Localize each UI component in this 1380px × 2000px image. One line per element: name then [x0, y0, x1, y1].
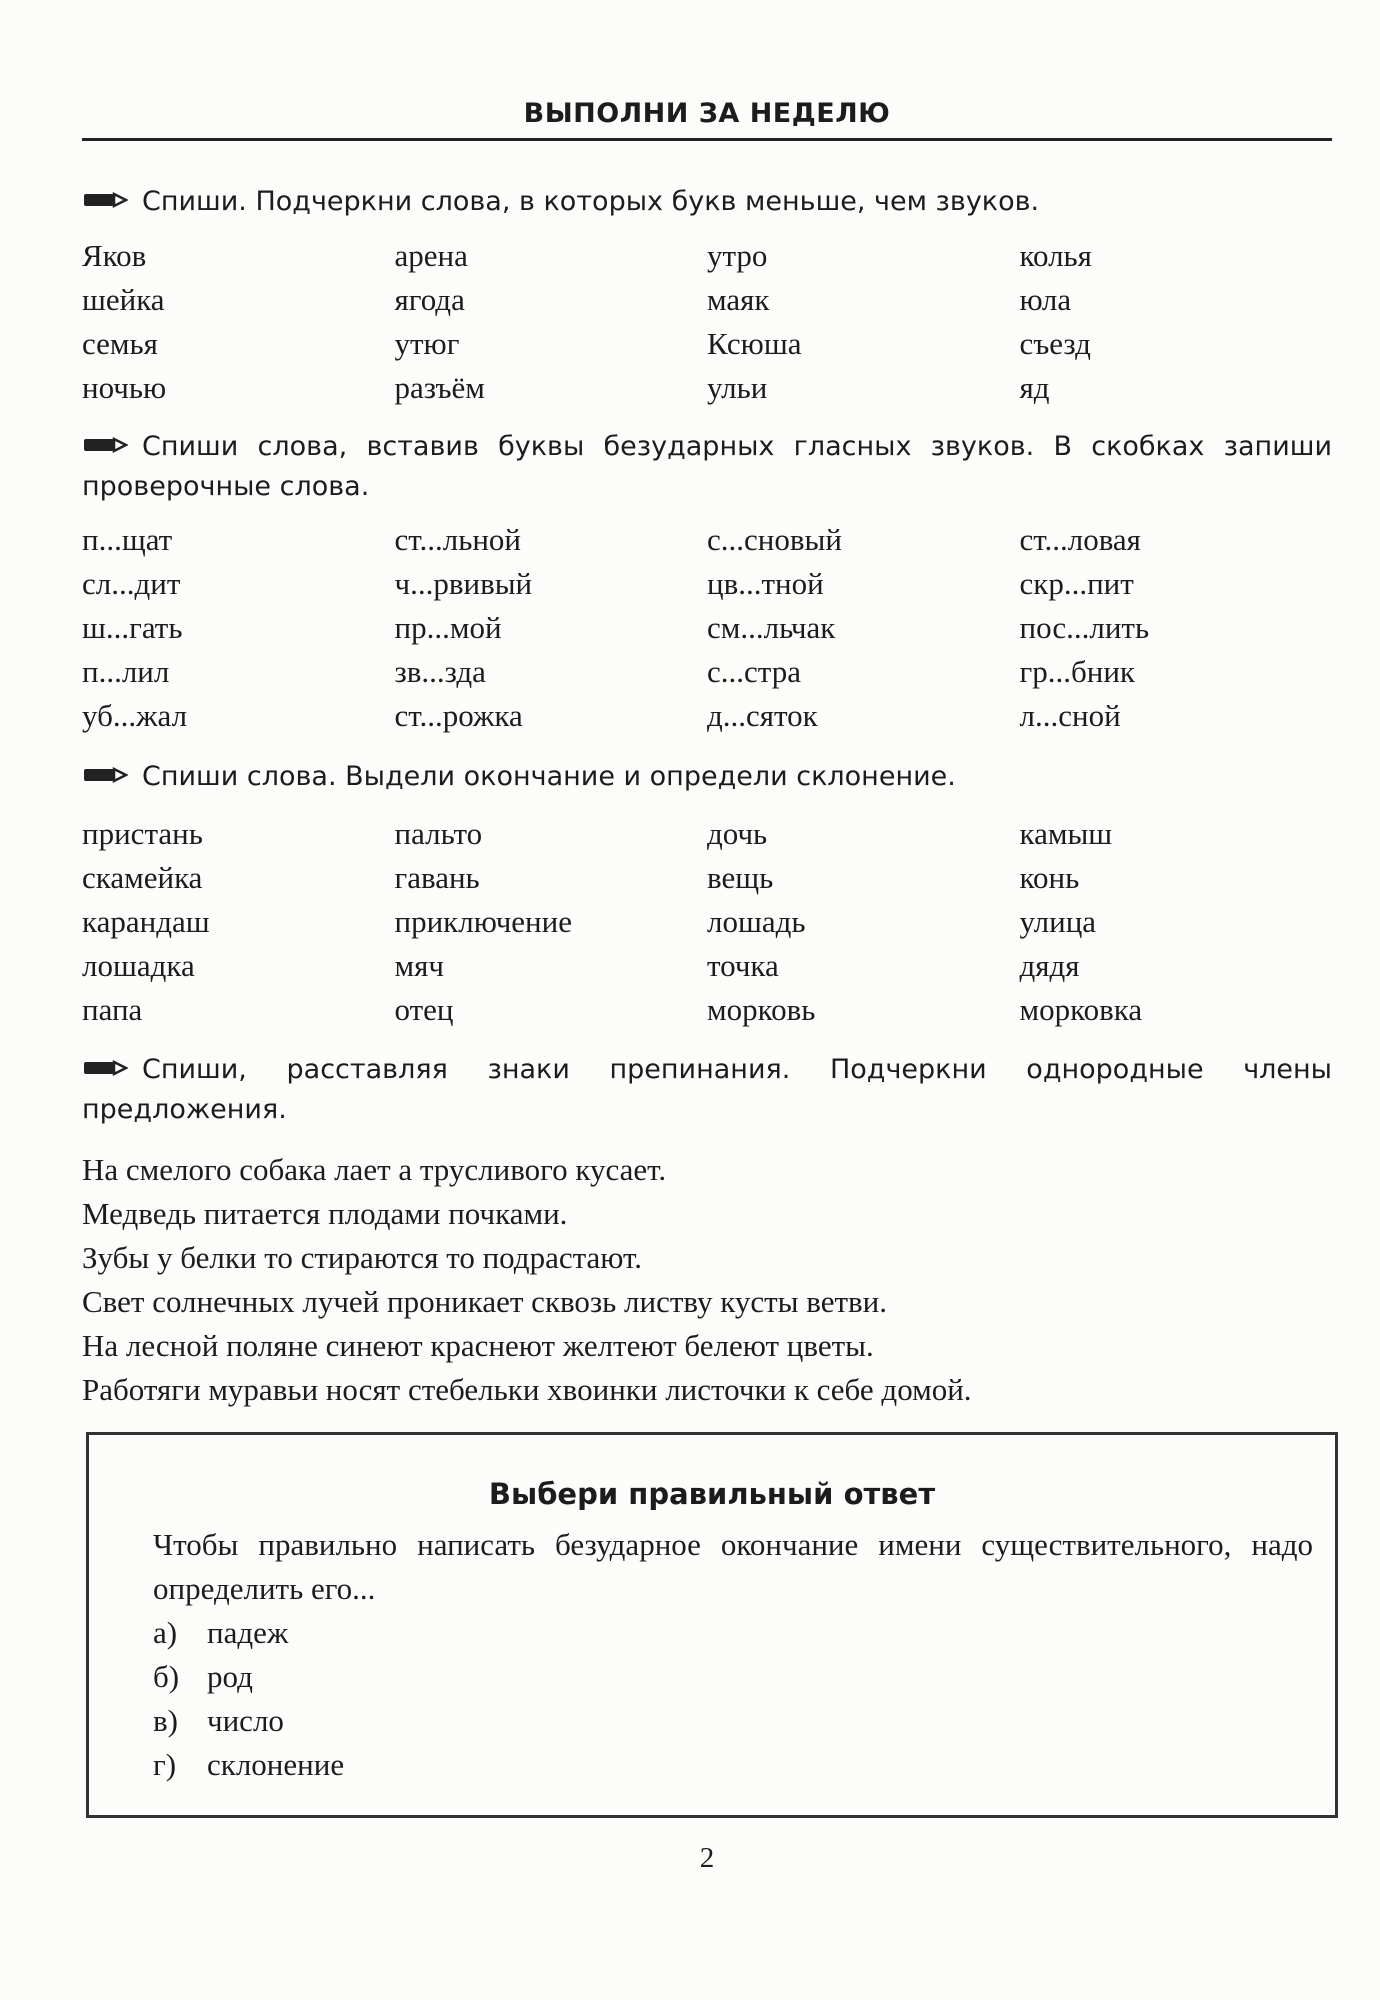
sentence: На смелого собака лает а трусливого кусает.: [82, 1152, 667, 1187]
word-cell: юла: [1019, 282, 1072, 317]
word-cell: улица: [1019, 904, 1097, 939]
quiz-options: [153, 1611, 344, 1787]
word-row: [82, 900, 1332, 944]
sentence: Свет солнечных лучей проникает сквозь листву кусты ветви.: [82, 1284, 888, 1319]
task-4-sentences: [82, 1148, 1332, 1412]
word-cell: дочь: [707, 816, 768, 851]
word-cell: семья: [82, 326, 158, 361]
pencil-icon: [82, 435, 128, 455]
word-cell: пристань: [82, 816, 203, 851]
word-row: [82, 856, 1332, 900]
header-divider: [82, 138, 1332, 141]
option-text: число: [207, 1703, 284, 1738]
option-letter: г): [153, 1747, 177, 1782]
task-1-instruction: Спиши. Подчеркни слова, в которых букв меньше, чем звуков.: [82, 182, 1332, 222]
word-row: [82, 562, 1332, 606]
word-row: [82, 278, 1332, 322]
sentence: Медведь питается плодами почками.: [82, 1196, 568, 1231]
word-cell: ст...ловая: [1019, 522, 1141, 557]
word-cell: арена: [394, 238, 468, 273]
word-cell: съезд: [1019, 326, 1091, 361]
word-cell: зв...зда: [394, 654, 486, 689]
word-row: [82, 322, 1332, 366]
word-cell: пальто: [394, 816, 483, 851]
word-row: [82, 650, 1332, 694]
word-cell: отец: [394, 992, 454, 1027]
word-cell: скамейка: [82, 860, 203, 895]
word-cell: цв...тной: [707, 566, 824, 601]
word-cell: разъём: [394, 370, 485, 405]
option-text: род: [207, 1659, 253, 1694]
sentence: Зубы у белки то стираются то подрастают.: [82, 1240, 642, 1275]
option-letter: а): [153, 1615, 178, 1650]
word-cell: шейка: [82, 282, 165, 317]
pencil-icon: [82, 190, 128, 210]
task-1-word-grid: [82, 234, 1332, 410]
quiz-title: Выбери правильный ответ: [488, 1477, 936, 1511]
word-cell: ш...гать: [82, 610, 183, 645]
word-cell: лошадка: [82, 948, 195, 983]
word-cell: ночью: [82, 370, 167, 405]
word-row: [82, 234, 1332, 278]
word-cell: мяч: [394, 948, 444, 983]
option-letter: б): [153, 1659, 180, 1694]
word-row: [82, 988, 1332, 1032]
word-cell: папа: [82, 992, 143, 1027]
word-cell: маяк: [707, 282, 770, 317]
word-cell: вещь: [707, 860, 774, 895]
word-cell: скр...пит: [1019, 566, 1134, 601]
word-cell: камыш: [1019, 816, 1113, 851]
word-cell: гр...бник: [1019, 654, 1135, 689]
word-cell: конь: [1019, 860, 1080, 895]
quiz-option[interactable]: [153, 1743, 344, 1787]
word-cell: с...стра: [707, 654, 801, 689]
quiz-option[interactable]: [153, 1611, 344, 1655]
word-cell: точка: [707, 948, 779, 983]
word-cell: л...сной: [1019, 698, 1121, 733]
word-cell: лошадь: [707, 904, 806, 939]
word-cell: п...лил: [82, 654, 170, 689]
word-row: [82, 606, 1332, 650]
word-cell: ягода: [394, 282, 465, 317]
task-2-instruction: Спиши слова, вставив буквы безударных гласных звуков. В скобках запиши проверочные слова.: [82, 431, 1332, 502]
word-cell: Яков: [82, 238, 147, 273]
sentence: Работяги муравьи носят стебельки хвоинки листочки к себе домой.: [82, 1372, 972, 1407]
option-text: склонение: [207, 1747, 345, 1782]
page-number: 2: [699, 1842, 715, 1874]
word-cell: дядя: [1019, 948, 1080, 983]
word-cell: утюг: [394, 326, 460, 361]
word-cell: пос...лить: [1019, 610, 1150, 645]
word-cell: ч...рвивый: [394, 566, 533, 601]
task-2-word-grid: [82, 518, 1332, 738]
word-cell: колья: [1019, 238, 1092, 273]
task-4-instruction: Спиши, расставляя знаки препинания. Подчеркни однородные члены предложения.: [82, 1054, 1332, 1125]
word-row: [82, 518, 1332, 562]
word-cell: с...сновый: [707, 522, 842, 557]
word-row: [82, 694, 1332, 738]
page-title: ВЫПОЛНИ ЗА НЕДЕЛЮ: [523, 98, 891, 129]
worksheet-page: [82, 0, 1332, 2000]
word-cell: см...льчак: [707, 610, 836, 645]
task-3-instruction: Спиши слова. Выдели окончание и определи склонение.: [82, 757, 1332, 797]
word-cell: п...щат: [82, 522, 173, 557]
quiz-option[interactable]: [153, 1699, 344, 1743]
word-cell: морковь: [707, 992, 816, 1027]
word-cell: Ксюша: [707, 326, 802, 361]
word-cell: яд: [1019, 370, 1050, 405]
task-3-word-grid: [82, 812, 1332, 1032]
pencil-icon: [82, 1058, 128, 1078]
option-text: падеж: [207, 1615, 289, 1650]
quiz-box: [86, 1432, 1338, 1818]
word-cell: приключение: [394, 904, 572, 939]
option-letter: в): [153, 1703, 178, 1738]
word-cell: гавань: [394, 860, 480, 895]
sentence: На лесной поляне синеют краснеют желтеют белеют цветы.: [82, 1328, 874, 1363]
word-cell: д...сяток: [707, 698, 818, 733]
word-cell: утро: [707, 238, 768, 273]
word-row: [82, 812, 1332, 856]
pencil-icon: [82, 765, 128, 785]
word-cell: ст...рожка: [394, 698, 523, 733]
word-row: [82, 366, 1332, 410]
word-cell: сл...дит: [82, 566, 181, 601]
word-row: [82, 944, 1332, 988]
word-cell: уб...жал: [82, 698, 188, 733]
word-cell: ульи: [707, 370, 768, 405]
word-cell: карандаш: [82, 904, 210, 939]
quiz-question: Чтобы правильно написать безударное окончание имени существительного, надо определить его...: [153, 1527, 1313, 1606]
word-cell: ст...льной: [394, 522, 522, 557]
word-cell: пр...мой: [394, 610, 502, 645]
quiz-option[interactable]: [153, 1655, 344, 1699]
word-cell: морковка: [1019, 992, 1143, 1027]
